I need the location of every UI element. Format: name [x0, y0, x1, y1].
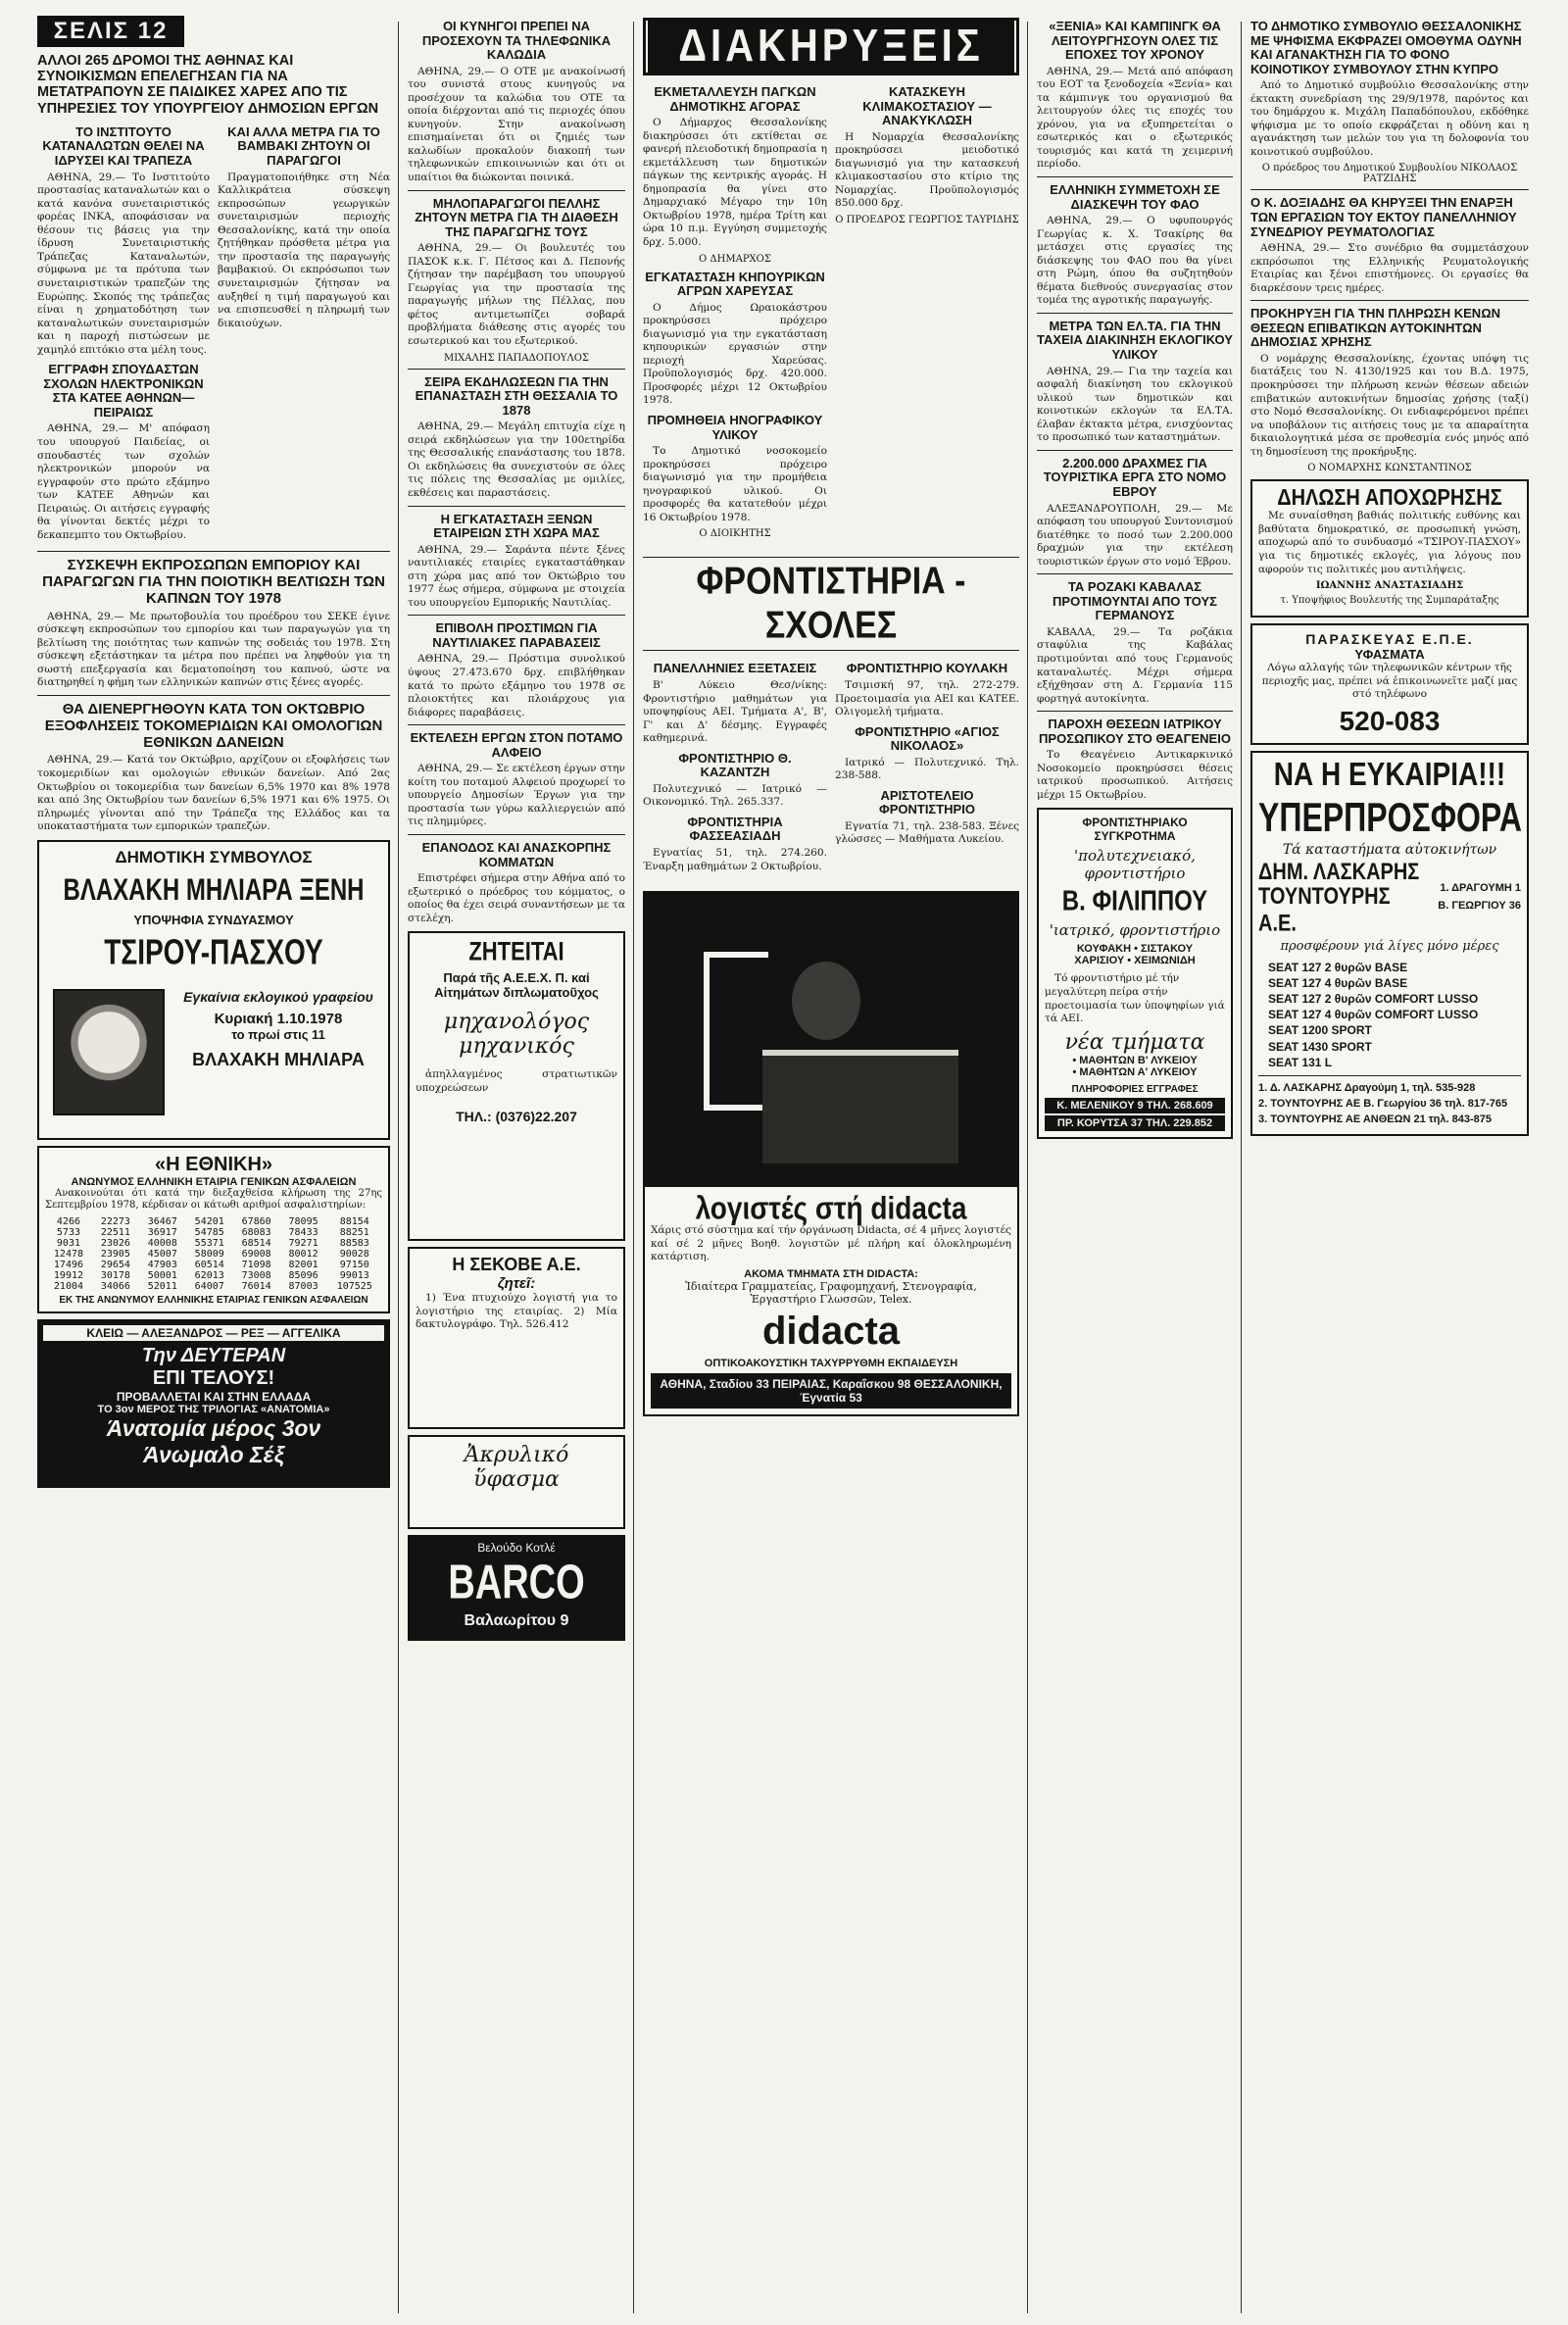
brand-name: BARCO — [448, 1556, 585, 1610]
list-item: 3. ΤΟΥΝΤΟΥΡΗΣ ΑΕ ΑΝΘΕΩΝ 21 τηλ. 843-875 — [1258, 1113, 1492, 1125]
signature: Ο ΔΗΜΑΡΧΟΣ — [699, 253, 771, 265]
divider — [1258, 1075, 1521, 1076]
table-cell: 97150 — [339, 1260, 369, 1271]
article-body: ΑΘΗΝΑ, 29.— Μετά από απόφαση του ΕΟΤ τα ξενοδοχεία «Ξενία» και τα κάμπινγκ του οργανισμού θα λειτουργούν όλες τις εποχές του χρόνου, για να εξυπηρετείται ο εσωτερικός και ο εξωτερικός τουρισμός και κατά τη χειμερινή περίοδο. — [1037, 65, 1233, 171]
ad-line: • ΜΑΘΗΤΩΝ Α' ΛΥΚΕΙΟΥ — [1072, 1065, 1198, 1078]
ad-line: Ἰδιαίτερα Γραμματείας, Γραφομηχανή, Στενογραφία, Ἐργαστήριο Γλωσσῶν, Telex. — [685, 1279, 977, 1306]
announcements-banner — [643, 18, 1019, 75]
didacta-photo — [645, 893, 1017, 1187]
school-name: ΑΡΙΣΤΟΤΕΛΕΙΟ ΦΡΟΝΤΙΣΤΗΡΙΟ — [879, 787, 975, 817]
article-headline: ΤΟ ΔΗΜΟΤΙΚΟ ΣΥΜΒΟΥΛΙΟ ΘΕΣΣΑΛΟΝΙΚΗΣ ΜΕ ΨΗΦΙΣΜΑ ΕΚΦΡΑΖΕΙ ΟΜΟΘΥΜΑ ΟΔΥΝΗ ΚΑΙ ΑΓΑΝΑΚΤΗΣΗ ΓΙΑ ΤΟ ΦΟΝΟ ΚΟΙΝΟΤΙΚΟΥ ΣΥΜΒΟΥΛΟΥ ΣΤΗΝ ΚΥΠΡΟ — [1250, 19, 1522, 76]
article-body: ΑΘΗΝΑ, 29.— Σαράντα πέντε ξένες ναυτιλιακές εταιρίες εγκαταστάθηκαν στη χώρα μας από τον Οκτώβριο του 1977 έως σήμερα, σύμφωνα με στοιχεία του υπουργείου Εμπορικής Ναυτιλίας. — [408, 543, 625, 609]
film-title: Άνατομία μέρος 3ον — [106, 1415, 321, 1442]
notice-title: ΔΗΛΩΣΗ ΑΠΟΧΩΡΗΣΗΣ — [1277, 485, 1502, 511]
article-body: ΚΑΒΑΛΑ, 29.— Τα ροζάκια σταφύλια της Καβάλας προτιμούνται από τους Γερμανούς καταναλωτές. Μέχρι σήμερα εξήχθησαν στη Δ. Γερμανία 115 φορτηγά αυτοκίνητα. — [1037, 625, 1233, 705]
school-brand: Β. ΦΙΛΙΠΠΟΥ — [1061, 885, 1208, 918]
didacta-ad — [643, 891, 1019, 1416]
ad-line: 'ιατρικό, φροντιστήριο — [1049, 921, 1221, 940]
ad-line: ΠΛΗΡΟΦΟΡΙΕΣ ΕΓΓΡΑΦΕΣ — [1071, 1083, 1199, 1095]
table-row — [45, 1238, 382, 1249]
article-headline: ΤΟ ΙΝΣΤΙΤΟΥΤΟ ΚΑΤΑΝΑΛΩΤΩΝ ΘΕΛΕΙ ΝΑ ΙΔΡΥΣΕΙ ΚΑΙ ΤΡΑΠΕΖΑ — [42, 124, 205, 169]
article-body: ΑΘΗΝΑ, 29.— Μεγάλη επιτυχία είχε η σειρά εκδηλώσεων για την 100ετηρίδα της Θεσσαλικής επανάστασης του 1878. Οι εκδηλώσεις θα συνεχιστούν σε όλες τις πόλεις της Θεσσαλίας με ομιλίες, εκθέσεις και παραστάσεις. — [408, 420, 625, 499]
photo-shape — [704, 952, 768, 1111]
article-body: ΑΘΗΝΑ, 29.— Σε εκτέλεση έργων στην κοίτη του ποταμού Αλφειού προχωρεί το υπουργείο Δημοσίων Έργων για την προστασία των γύρω καλλιεργειών από τις πλημμύρες. — [408, 763, 625, 828]
ad-line: ΚΟΥΦΑΚΗ • ΣΙΣΤΑΚΟΥ — [1076, 943, 1194, 956]
notice-headline: ΕΓΚΑΤΑΣΤΑΣΗ ΚΗΠΟΥΡΙΚΩΝ ΑΓΡΩΝ ΧΑΡΕΥΣΑΣ — [645, 269, 825, 299]
column-4 — [1037, 14, 1233, 2313]
table-cell: 71098 — [241, 1260, 271, 1271]
article-headline: ΚΑΙ ΑΛΛΑ ΜΕΤΡΑ ΓΙΑ ΤΟ ΒΑΜΒΑΚΙ ΖΗΤΟΥΝ ΟΙ ΠΑΡΑΓΩΓΟΙ — [227, 124, 380, 169]
column-rule — [1027, 22, 1028, 2313]
photo-shape — [792, 962, 860, 1040]
table-cell: 54201 — [194, 1216, 224, 1228]
signature-title: τ. Υποψήφιος Βουλευτής της Συμπαράταξης — [1280, 595, 1499, 607]
ad-line: Τά καταστήματα αὐτοκινήτων — [1282, 841, 1497, 858]
shop-list — [1258, 1081, 1521, 1128]
table-cell: 88583 — [339, 1238, 369, 1250]
ad-details — [176, 989, 380, 1070]
article-headline: ΕΚΤΕΛΕΣΗ ΕΡΓΩΝ ΣΤΟΝ ΠΟΤΑΜΟ ΑΛΦΕΙΟ — [410, 730, 623, 760]
ad-line: 'πολυτεχνειακό, φροντιστήριο — [1074, 847, 1196, 883]
dealer-names — [1258, 859, 1420, 937]
divider — [643, 557, 1019, 558]
ad-date: Κυριακή 1.10.1978 — [214, 1010, 343, 1027]
article-body: Από το Δημοτικό συμβούλιο Θεσσαλονίκης στην έκτακτη συνεδρίαση της 29/9/1978, παρόντος και του δημάρχου κ. Μιχάλη Παπαδόπουλου, εκδόθηκε ψήφισμα με το οποίο εκφράζεται η οδύνη και η αγανάκτηση των μελών του για τη δολοφονία του κοινοτικού συμβούλου. — [1250, 79, 1529, 158]
table-cell: 34066 — [100, 1281, 130, 1293]
insurance-ad — [37, 1146, 390, 1314]
dealer-name: ΔΗΜ. ΛΑΣΚΑΡΗΣ — [1258, 859, 1420, 885]
divider — [408, 369, 625, 370]
school-body: Ιατρικό — Πολυτεχνικό. Τηλ. 238-588. — [835, 756, 1019, 782]
ad-address: Κ. ΜΕΛΕΝΙΚΟΥ 9 ΤΗΛ. 268.609 — [1045, 1098, 1225, 1113]
job-title: μηχανολόγος μηχανικός — [443, 1010, 590, 1060]
article-body: ΑΘΗΝΑ, 29.— Στο συνέδριο θα συμμετάσχουν εκπρόσωποι της Ελληνικής Ρευματολογικής Εταιρίας και ξένοι επιστήμονες. Οι εργασίες θα διαρκέσουν τρεις ημέρες. — [1250, 242, 1529, 294]
notices-col-right — [835, 79, 1019, 543]
article-headline: ΕΛΛΗΝΙΚΗ ΣΥΜΜΕΤΟΧΗ ΣΕ ΔΙΑΣΚΕΨΗ ΤΟΥ ΦΑΟ — [1050, 182, 1220, 212]
article-headline: ΣΕΙΡΑ ΕΚΔΗΛΩΣΕΩΝ ΓΙΑ ΤΗΝ ΕΠΑΝΑΣΤΑΣΗ ΣΤΗ ΘΕΣΣΑΛΙΑ ΤΟ 1878 — [415, 373, 618, 418]
divider — [1250, 300, 1529, 301]
signature: ΜΙΧΑΛΗΣ ΠΑΠΑΔΟΠΟΥΛΟΣ — [443, 352, 590, 364]
table-cell: 68083 — [241, 1227, 271, 1239]
divider — [1037, 573, 1233, 574]
divider — [1037, 711, 1233, 712]
notice-body: Το Δημοτικό νοσοκομείο προκηρύσσει πρόχειρο διαγωνισμό για την προμήθεια ηνογραφικού υλικού. Οι προσφορές θα κατατεθούν μέχρι 16 Οκτωβρίου 1978. — [643, 445, 827, 523]
notices-columns — [643, 79, 1019, 543]
article-body: ΑΘΗΝΑ, 29.— Ο ΟΤΕ με ανακοίνωσή του συνιστά στους κυνηγούς να προσέχουν τα καλώδια του ΟΤΕ τα οποία διέρχονται από τις περιοχές όπου κυνηγούν. Στην ανακοίνωση επισημαίνεται ότι οι ζημιές των καλωδίων προκαλούν διακοπή των τηλεφωνικών επικοινωνιών και ότι οι υπαίτιοι θα διώκονται ποινικά. — [408, 65, 625, 184]
ad-line: ὕφασμα — [473, 1467, 560, 1493]
ad-headline: λογιστές στή didacta — [695, 1190, 967, 1226]
ad-body: Λόγω αλλαγής τῶν τηλεφωνικῶν κέντρων τῆς περιοχῆς μας, πρέπει νά ἐπικοινωνεῖτε μαζί μας στό τηλέφωνο — [1261, 662, 1518, 701]
table-cell: 47903 — [147, 1260, 177, 1271]
table-cell: 67860 — [241, 1216, 271, 1228]
notice-headline: ΚΑΤΑΣΚΕΥΗ ΚΛΙΜΑΚΟΣΤΑΣΙΟΥ — ΑΝΑΚΥΚΛΩΣΗ — [862, 84, 992, 128]
barco-ad — [408, 1535, 625, 1641]
paraskevas-ad — [1250, 623, 1529, 745]
ad-line: Βελούδο Κοτλέ — [477, 1541, 556, 1556]
signature: Ο ΠΡΟΕΔΡΟΣ ΓΕΩΡΓΙΟΣ ΤΑΥΡΙΔΗΣ — [835, 214, 1019, 225]
table-row — [45, 1227, 382, 1238]
table-cell: 58009 — [194, 1249, 224, 1261]
article-body: ΑΘΗΝΑ, 29.— Ο υφυπουργός Γεωργίας κ. Χ. Τσακίρης θα μετάσχει στις εργασίες της διάσκεψης του ΦΑΟ που θα γίνει στη Ρώμη, όπου θα συζητηθούν θέματα διεθνούς συνεργασίας στον τομέα της αγροτικής παραγωγής. — [1037, 215, 1233, 307]
table-cell: 78433 — [288, 1227, 318, 1239]
table-cell: 12478 — [53, 1249, 84, 1261]
ad-line: Παρά τῆς Α.Ε.Ε.Χ. Π. καί Αἰτημάτων διπλωματοῦχος — [434, 970, 599, 1001]
lead-col-right — [218, 120, 390, 546]
signature: Ο πρόεδρος του Δημοτικού Συμβουλίου ΝΙΚΟΛΑΟΣ ΡΑΤΖΙΔΗΣ — [1261, 163, 1518, 185]
ad-title: «Η ΕΘΝΙΚΗ» — [154, 1153, 273, 1175]
sekove-ad — [408, 1247, 625, 1429]
table-cell: 79271 — [288, 1238, 318, 1250]
filippou-ad — [1037, 808, 1233, 1138]
article-headline: Ο Κ. ΔΟΞΙΑΔΗΣ ΘΑ ΚΗΡΥΞΕΙ ΤΗΝ ΕΝΑΡΞΗ ΤΩΝ ΕΡΓΑΣΙΩΝ ΤΟΥ ΕΚΤΟΥ ΠΑΝΕΛΛΗΝΙΟΥ ΣΥΝΕΔΡΙΟΥ ΡΕΥΜΑΤΟΛΟΓΙΑΣ — [1250, 195, 1517, 239]
column-rule — [1241, 22, 1242, 2313]
ad-title: ΠΑΡΑΣΚΕΥΑΣ Ε.Π.Ε. — [1305, 631, 1474, 648]
ad-body: 1) Ένα πτυχιούχο λογιστή για το λογιστήριο της εταιρίας. 2) Μία δακτυλογράφο. Τηλ. 526.412 — [416, 1292, 617, 1331]
schools-col-left — [643, 656, 827, 877]
article-headline: ΠΑΡΟΧΗ ΘΕΣΕΩΝ ΙΑΤΡΙΚΟΥ ΠΡΟΣΩΠΙΚΟΥ ΣΤΟ ΘΕΑΓΕΝΕΙΟ — [1039, 717, 1231, 746]
divider — [1250, 189, 1529, 190]
car-dealer-ad — [1250, 751, 1529, 1136]
article-body: ΑΘΗΝΑ, 29.— Το Ινστιτούτο προστασίας καταναλωτών και ο κατά κανόνα συνεταιριστικός φορέας ΙΝΚΑ, αποφάσισαν να θέσουν τις βάσεις για την ίδρυση Συνεταιριστικής Τράπεζας Καταναλωτών, σύμφωνα με τα πρότυπα των συνεταιριστικών τραπεζών της Ευρώπης. Σκοπός της τράπεζας είναι η χρηματοδότηση των καταναλωτικών συνεταιρισμών και η παροχή πιστώσεων με χαμηλό επιτόκιο στα μέλη τους. — [37, 171, 210, 356]
column-3 — [643, 14, 1019, 2313]
article-headline: «ΞΕΝΙΑ» ΚΑΙ ΚΑΜΠΙΝΓΚ ΘΑ ΛΕΙΤΟΥΡΓΗΣΟΥΝ ΟΛΕΣ ΤΙΣ ΕΠΟΧΕΣ ΤΟΥ ΧΡΟΝΟΥ — [1049, 19, 1221, 63]
ad-subtitle: ΑΝΩΝΥΜΟΣ ΕΛΛΗΝΙΚΗ ΕΤΑΙΡΙΑ ΓΕΝΙΚΩΝ ΑΣΦΑΛΕΙΩΝ — [71, 1175, 357, 1188]
article-body: Πραγματοποιήθηκε στη Νέα Καλλικράτεια σύσκεψη εκπροσώπων γεωργικών συνεταιρισμών περιοχής Θεσσαλονίκης, κατά την οποία ζητήθηκαν πρόσθετα μέτρα για την προστασία της παραγωγής βαμβακιού. Οι εκπρόσωποι των συνεταιρισμών ζήτησαν να αυξηθεί η τιμή παραγωγού και να επισπευσθεί η πληρωμή των δικαιούχων. — [218, 171, 390, 329]
ad-line: ΦΡΟΝΤΙΣΤΗΡΙΑΚΟ ΣΥΓΚΡΟΤΗΜΑ — [1082, 816, 1188, 844]
article-body: Το Θεαγένειο Αντικαρκινικό Νοσοκομείο προκηρύσσει θέσεις ιατρικού προσωπικού. Αιτήσεις μέχρι 15 Οκτωβρίου. — [1037, 749, 1233, 801]
table-cell: 80012 — [288, 1249, 318, 1261]
dealer-address: Β. ΓΕΩΡΓΙΟΥ 36 — [1438, 900, 1521, 913]
fabric-ad — [408, 1435, 625, 1529]
ad-body: Ανακοινούται ότι κατά την διεξαχθείσα κλήρωση της 27ης Σεπτεμβρίου 1978, κέρδισαν οι κάτωθι αριθμοί ασφαλιστηρίων: — [45, 1187, 382, 1212]
table-cell: 22511 — [100, 1227, 130, 1239]
table-cell: 60514 — [194, 1260, 224, 1271]
table-cell: 88251 — [339, 1227, 369, 1239]
dealer-address: 1. ΔΡΑΓΟΥΜΗ 1 — [1440, 882, 1521, 895]
column-rule — [633, 22, 634, 2313]
withdrawal-notice — [1250, 479, 1529, 618]
notice-body: Ο Δήμαρχος Θεσσαλονίκης διακηρύσσει ότι εκτίθεται σε φανερή πλειοδοτική δημοπρασία η εκμετάλλευση των δημοτικών πάγκων της κεντρικής αγοράς. Η δημοπρασία θα γίνει στο Δημαρχιακό Μέγαρο την 10η Οκτωβρίου 1978, ημέρα Τρίτη και ώρα 10 π.μ. Εγγύηση συμμετοχής δρχ. 5.000. — [643, 117, 827, 249]
ad-address: Βαλαωρίτου 9 — [464, 1612, 569, 1630]
divider — [408, 190, 625, 191]
table-cell: 62013 — [194, 1270, 224, 1282]
table-row — [45, 1270, 382, 1281]
ad-line: προσφέρουν γιά λίγες μόνο μέρες — [1280, 938, 1499, 954]
table-cell: 29654 — [100, 1260, 130, 1271]
article-headline: Η ΕΓΚΑΤΑΣΤΑΣΗ ΞΕΝΩΝ ΕΤΑΙΡΕΙΩΝ ΣΤΗ ΧΩΡΑ ΜΑΣ — [433, 511, 600, 541]
ad-phone: ΤΗΛ.: (0376)22.207 — [456, 1109, 577, 1125]
ad-line: ΔΗΜΟΤΙΚΗ ΣΥΜΒΟΥΛΟΣ — [115, 847, 313, 866]
table-cell: 36917 — [147, 1227, 177, 1239]
brand-name: didacta — [761, 1309, 901, 1353]
signature: Ο ΔΙΟΙΚΗΤΗΣ — [699, 528, 771, 540]
table-cell: 55371 — [194, 1238, 224, 1250]
schools-columns — [643, 656, 1019, 877]
article-body: ΑΘΗΝΑ, 29.— Με πρωτοβουλία του προέδρου του ΣΕΚΕ έγινε σύσκεψη εκπροσώπων του εμπορίου και των παραγωγών για τη βελτίωση της ποιότητας των καπνών της σοδειάς του 1978. Στη σύσκεψη εξετάστηκαν τα μέτρα που πρέπει να ληφθούν για τη σωστή επεξεργασία και δεματοποίηση του καπνού, ώστε να διατηρηθεί η φήμη των ελληνικών καπνών στις ξένες αγορές. — [37, 610, 390, 689]
ad-time: το πρωί στις 11 — [231, 1026, 325, 1042]
table-cell: 19912 — [53, 1270, 84, 1282]
table-cell: 78095 — [288, 1216, 318, 1228]
list-item: SEAT 1200 SPORT — [1268, 1023, 1372, 1038]
table-cell: 23026 — [100, 1238, 130, 1250]
table-cell: 5733 — [56, 1227, 80, 1239]
ad-footer: ΕΚ ΤΗΣ ΑΝΩΝΥΜΟΥ ΕΛΛΗΝΙΚΗΣ ΕΤΑΙΡΙΑΣ ΓΕΝΙΚΩΝ ΑΣΦΑΛΕΙΩΝ — [59, 1295, 368, 1307]
article-body: ΑΘΗΝΑ, 29.— Μ' απόφαση του υπουργού Παιδείας, οι σπουδαστές των σχολών ηλεκτρονικών μπορούν να εγγραφούν στο πρώτο εξάμηνο των ΚΑΤΕΕ Αθηνών και Πειραιώς. Οι αιτήσεις εγγραφής θα γίνονται δεκτές μέχρι το δεκαπεμπτο του Οκτωβρίου. — [37, 422, 210, 541]
article-body: Επιστρέφει σήμερα στην Αθήνα από το εξωτερικό ο πρόεδρος του κόμματος, ο οποίος θα έχει σειρά συναντήσεων με τα στελέχη. — [408, 872, 625, 924]
ad-body: Τό φροντιστήριο μέ τήν μεγαλύτερη πείρα στήν προετοιμασία των ὑποψηφίων γιά τά ΑΕΙ. — [1045, 972, 1225, 1025]
schools-banner: ΦΡΟΝΤΙΣΤΗΡΙΑ - ΣΧΟΛΕΣ — [696, 560, 966, 648]
table-row — [45, 1249, 382, 1260]
table-cell: 90028 — [339, 1249, 369, 1261]
table-cell: 85096 — [288, 1270, 318, 1282]
list-item: SEAT 127 4 θυρῶν COMFORT LUSSO — [1268, 1008, 1479, 1022]
ad-line: ΤΟ 3ον ΜΕΡΟΣ ΤΗΣ ΤΡΙΛΟΓΙΑΣ «ΑΝΑΤΟΜΙΑ» — [97, 1404, 330, 1416]
table-cell: 68514 — [241, 1238, 271, 1250]
column-2 — [408, 14, 625, 2313]
candidate-name: ΒΛΑΧΑΚΗ ΜΗΛΙΑΡΑ ΞΕΝΗ — [63, 872, 365, 908]
school-name: ΦΡΟΝΤΙΣΤΗΡΙΑ ΦΑΣΣΕΑΣΙΑΔΗ — [687, 814, 783, 844]
table-row — [45, 1216, 382, 1227]
notice-headline: ΕΚΜΕΤΑΛΛΕΥΣΗ ΠΑΓΚΩΝ ΔΗΜΟΤΙΚΗΣ ΑΓΟΡΑΣ — [654, 84, 816, 114]
list-item: SEAT 127 4 θυρῶν BASE — [1268, 975, 1408, 990]
ad-slogan: ΟΠΤΙΚΟΑΚΟΥΣΤΙΚΗ ΤΑΧΥΡΡΥΘΜΗ ΕΚΠΑΙΔΕΥΣΗ — [704, 1357, 958, 1369]
list-item: SEAT 127 2 θυρῶν BASE — [1268, 960, 1408, 974]
school-body: Τσιμισκή 97, τηλ. 272-279. Προετοιμασία για ΑΕΙ και ΚΑΤΕΕ. Ολιγομελή τμήματα. — [835, 678, 1019, 718]
article-headline: ΘΑ ΔΙΕΝΕΡΓΗΘΟΥΝ ΚΑΤΑ ΤΟΝ ΟΚΤΩΒΡΙΟ ΕΞΟΦΛΗΣΕΙΣ ΤΟΚΟΜΕΡΙΔΙΩΝ ΚΑΙ ΟΜΟΛΟΓΙΩΝ ΕΘΝΙΚΩΝ ΔΑΝΕΙΩΝ — [44, 701, 383, 751]
notice-body: Ο Δήμος Ωραιοκάστρου προκηρύσσει πρόχειρο διαγωνισμό για την εγκατάσταση κηπουρικών εργασιών στην περιοχή Χαρεύσας. Προϋπολογισμός δρχ. 420.000. Προσφορές μέχρι 12 Οκτωβρίου 1978. — [643, 301, 827, 407]
newspaper-page — [37, 14, 1529, 2313]
table-row — [45, 1281, 382, 1292]
table-cell: 88154 — [339, 1216, 369, 1228]
ad-title: ΖΗΤΕΙΤΑΙ — [468, 936, 564, 966]
ad-line: • ΜΑΘΗΤΩΝ Β' ΛΥΚΕΙΟΥ — [1072, 1054, 1198, 1066]
ad-address: ΑΘΗΝΑ, Σταδίου 33 ΠΕΙΡΑΙΑΣ, Καραΐσκου 98 ΘΕΣΣΑΛΟΝΙΚΗ, Έγνατία 53 — [651, 1373, 1011, 1409]
table-cell: 30178 — [100, 1270, 130, 1282]
table-cell: 50001 — [147, 1270, 177, 1282]
ad-line: ΥΠΟΨΗΦΙΑ ΣΥΝΔΥΑΣΜΟΥ — [133, 912, 294, 927]
party-name: ΤΣΙΡΟΥ-ΠΑΣΧΟΥ — [104, 931, 323, 972]
divider — [408, 615, 625, 616]
lead-col-left — [37, 120, 210, 546]
article-headline: ΜΗΛΟΠΑΡΑΓΩΓΟΙ ΠΕΛΛΗΣ ΖΗΤΟΥΝ ΜΕΤΡΑ ΓΙΑ ΤΗ ΔΙΑΘΕΣΗ ΤΗΣ ΠΑΡΑΓΩΓΗΣ ΤΟΥΣ — [415, 195, 618, 239]
notice-body: Η Νομαρχία Θεσσαλονίκης προκηρύσσει μειοδοτικό διαγωνισμό για την κατασκευή κλιμακοστασίου στο κτίριο της Νομαρχίας. Προϋπολογισμός 850.000 δρχ. — [835, 130, 1019, 210]
table-cell: 54785 — [194, 1227, 224, 1239]
notice-headline: ΠΡΟΜΗΘΕΙΑ ΗΝΟΓΡΑΦΙΚΟΥ ΥΛΙΚΟΥ — [647, 413, 823, 442]
table-cell: 21004 — [53, 1281, 84, 1293]
list-item: SEAT 131 L — [1268, 1055, 1333, 1069]
divider — [1037, 176, 1233, 177]
school-name: ΠΑΝΕΛΛΗΝΙΕΣ ΕΞΕΤΑΣΕΙΣ — [653, 661, 817, 676]
table-cell: 73008 — [241, 1270, 271, 1282]
cinema-ad — [37, 1319, 390, 1488]
signature: Ο ΝΟΜΑΡΧΗΣ ΚΩΝΣΤΑΝΤΙΝΟΣ — [1307, 463, 1472, 474]
school-body: Πολυτεχνικό — Ιατρικό — Οικονομικό. Τηλ. 265.337. — [643, 782, 827, 809]
cinema-list: ΚΛΕΙΩ — ΑΛΕΞΑΝΔΡΟΣ — ΡΕΞ — ΑΓΓΕΛΙΚΑ — [43, 1325, 384, 1341]
candidate-photo — [53, 989, 165, 1115]
table-cell: 4266 — [56, 1216, 80, 1228]
ad-line: ΥΦΑΣΜΑΤΑ — [1354, 647, 1425, 663]
ad-body: Χάρις στό σύστημα καί τήν όργάνωση Didacta, σέ 4 μῆνες λογιστές καί σέ 2 μῆνες Βοηθ. λογιστῶν μέ πλήρη καί ὁλοκληρωμένη κατάρτιση. — [651, 1224, 1011, 1263]
divider — [408, 506, 625, 507]
ad-line: Ἀκρυλικό — [464, 1443, 569, 1468]
candidate-ad — [37, 840, 390, 1140]
car-model-list — [1258, 960, 1521, 1070]
article-body: ΑΘΗΝΑ, 29.— Πρόστιμα συνολικού ύψους 27.473.670 δρχ. επιβλήθηκαν κατά το πρώτο εξάμηνο του 1978 σε πλοιοκτήτες και πλοιάρχους για διάφορες παραβάσεις. — [408, 653, 625, 718]
ad-address: ΠΡ. ΚΟΡΥΤΣΑ 37 ΤΗΛ. 229.852 — [1045, 1115, 1225, 1131]
article-body: ΑΛΕΞΑΝΔΡΟΥΠΟΛΗ, 29.— Με απόφαση του υπουργού Συντονισμού διατέθηκε το ποσό των 2.200.000 δραχμών για την εκτέλεση τουριστικών έργων στο νομό Έβρου. — [1037, 502, 1233, 568]
article-headline: ΕΠΙΒΟΛΗ ΠΡΟΣΤΙΜΩΝ ΓΙΑ ΝΑΥΤΙΛΙΑΚΕΣ ΠΑΡΑΒΑΣΕΙΣ — [432, 620, 601, 650]
film-subtitle: Άνωμαλο Σέξ — [143, 1442, 284, 1468]
divider — [408, 724, 625, 725]
divider — [1037, 313, 1233, 314]
job-ad — [408, 931, 625, 1241]
school-body: Β' Λύκειο Θεσ/νίκης: Φροντιστήριο μαθημάτων για υποψηφίους ΑΕΙ. Τμήματα Α', Β', Γ' και Δ' δέσμης. Εγγραφές καθημερινά. — [643, 678, 827, 745]
ad-title: Η ΣΕΚΟΒΕ Α.Ε. — [452, 1255, 581, 1275]
didacta-text — [645, 1187, 1017, 1414]
school-name: ΦΡΟΝΤΙΣΤΗΡΙΟ Θ. ΚΑΖΑΝΤΖΗ — [678, 750, 792, 780]
notice-body: Με συναίσθηση βαθιάς πολιτικής ευθύνης και βαθύτατα δημοκρατικό, σε προσωπική γνώση, αποχωρώ από το συνδυασμό «ΤΣΙΡΟΥ-ΠΑΣΧΟΥ» για τις δημοτικές εκλογές, για λόγους που αφορούν τις πολιτικές μου αντιλήψεις. — [1258, 510, 1521, 575]
notices-col-left — [643, 79, 827, 543]
article-body: ΑΘΗΝΑ, 29.— Κατά τον Οκτώβριο, αρχίζουν οι εξοφλήσεις των τοκομεριδίων και ομολογιών εθνικών δανείων. Από 2ας Οκτωβρίου οι τοκομερίδια των δανείων 6,5% 1970 και 8% 1978 και από 3ης Οκτωβρίου των δανείων 6,5% 1971 και 6% 1975. Οι πληρωμές γίνονται από την Τράπεζα της Ελλάδος και τα υποκαταστήματα των εμπορικών τραπεζών. — [37, 754, 390, 833]
table-cell: 17496 — [53, 1260, 84, 1271]
ad-line: ΕΠΙ ΤΕΛΟΥΣ! — [152, 1367, 275, 1390]
table-cell: 64007 — [194, 1281, 224, 1293]
lottery-numbers-table — [45, 1216, 382, 1292]
ad-phone: 520-083 — [1339, 705, 1441, 736]
signature: ΙΩΑΝΝΗΣ ΑΝΑΣΤΑΣΙΑΔΗΣ — [1315, 580, 1464, 592]
divider — [1037, 450, 1233, 451]
dealer-name: ΤΟΥΝΤΟΥΡΗΣ Α.Ε. — [1258, 883, 1391, 937]
ad-line: ΒΛΑΧΑΚΗ ΜΗΛΙΑΡΑ — [192, 1049, 365, 1069]
article-headline: 2.200.000 ΔΡΑΧΜΕΣ ΓΙΑ ΤΟΥΡΙΣΤΙΚΑ ΕΡΓΑ ΣΤΟ ΝΟΜΟ ΕΒΡΟΥ — [1043, 455, 1227, 499]
ad-headline: ΝΑ Η ΕΥΚΑΙΡΙΑ!!! — [1273, 755, 1506, 792]
school-name: ΦΡΟΝΤΙΣΤΗΡΙΟ ΚΟΥΛΑΚΗ — [846, 661, 1008, 676]
table-cell: 76014 — [241, 1281, 271, 1293]
article-body: ΑΘΗΝΑ, 29.— Οι βουλευτές του ΠΑΣΟΚ κ.κ. Γ. Πέτσος και Δ. Πεπονής ζήτησαν την παρέμβαση του υπουργού Γεωργίας για την προστασία της παραγωγής μήλων της Πέλλας, που φέτος αντιμετωπίζει σοβαρά προβλήματα διάθεσης στις αγορές του εσωτερικού και του εξωτερικού. — [408, 242, 625, 348]
photo-shape — [762, 1050, 958, 1163]
dealer-addresses — [1420, 882, 1521, 912]
table-cell: 52011 — [147, 1281, 177, 1293]
school-name: ΦΡΟΝΤΙΣΤΗΡΙΟ «ΑΓΙΟΣ ΝΙΚΟΛΑΟΣ» — [855, 723, 1000, 754]
lead-columns — [37, 120, 390, 546]
ad-offer: ΥΠΕΡΠΡΟΣΦΟΡΑ — [1258, 794, 1522, 840]
table-cell: 36467 — [147, 1216, 177, 1228]
school-body: Εγνατία 71, τηλ. 238-583. Ξένες γλώσσες — Μαθήματα Λυκείου. — [835, 819, 1019, 846]
ad-line: ΠΡΟΒΑΛΛΕΤΑΙ ΚΑΙ ΣΤΗΝ ΕΛΛΑΔΑ — [116, 1390, 312, 1405]
announcements-title: ΔΙΑΚΗΡΥΞΕΙΣ — [648, 19, 1014, 74]
ad-line: ζητεῖ: — [497, 1275, 536, 1293]
list-item: SEAT 1430 SPORT — [1268, 1039, 1372, 1054]
ad-body: ἀπηλλαγμένος στρατιωτικῶν υποχρεώσεων — [416, 1068, 617, 1094]
ad-line: νέα τμήματα — [1064, 1029, 1205, 1055]
column-rule — [398, 22, 399, 2313]
article-headline: ΟΙ ΚΥΝΗΓΟΙ ΠΡΕΠΕΙ ΝΑ ΠΡΟΣΕΧΟΥΝ ΤΑ ΤΗΛΕΦΩΝΙΚΑ ΚΑΛΩΔΙΑ — [421, 19, 612, 63]
article-headline: ΕΠΑΝΟΔΟΣ ΚΑΙ ΑΝΑΣΚΟΡΠΗΣ ΚΟΜΜΑΤΩΝ — [421, 839, 612, 869]
dealer-block — [1258, 859, 1521, 937]
article-headline: ΠΡΟΚΗΡΥΞΗ ΓΙΑ ΤΗΝ ΠΛΗΡΩΣΗ ΚΕΝΩΝ ΘΕΣΕΩΝ ΕΠΙΒΑΤΙΚΩΝ ΑΥΤΟΚΙΝΗΤΩΝ ΔΗΜΟΣΙΑΣ ΧΡΗΣΗΣ — [1250, 306, 1501, 350]
table-cell: 87003 — [288, 1281, 318, 1293]
list-item: 2. ΤΟΥΝΤΟΥΡΗΣ ΑΕ Β. Γεωργίου 36 τηλ. 817-765 — [1258, 1097, 1508, 1110]
table-cell: 99013 — [339, 1270, 369, 1282]
table-cell: 45007 — [147, 1249, 177, 1261]
table-cell: 107525 — [336, 1281, 372, 1293]
lead-headline: ΑΛΛΟΙ 265 ΔΡΟΜΟΙ ΤΗΣ ΑΘΗΝΑΣ ΚΑΙ ΣΥΝΟΙΚΙΣΜΩΝ ΕΠΕΛΕΓΗΣΑΝ ΓΙΑ ΝΑ ΜΕΤΑΤΡΑΠΟΥΝ ΣΕ ΠΑΙΔΙΚΕΣ ΧΑΡΕΣ ΑΠΟ ΤΙΣ ΥΠΗΡΕΣΙΕΣ ΤΟΥ ΥΠΟΥΡΓΕΙΟΥ ΔΗΜΟΣΙΩΝ ΕΡΓΩΝ — [37, 53, 379, 117]
school-body: Εγνατίας 51, τηλ. 274.260. Έναρξη μαθημάτων 2 Οκτωβρίου. — [643, 846, 827, 872]
divider — [37, 551, 390, 552]
divider — [643, 650, 1019, 651]
table-row — [45, 1260, 382, 1270]
divider — [37, 695, 390, 696]
table-cell: 22273 — [100, 1216, 130, 1228]
list-item: SEAT 127 2 θυρῶν COMFORT LUSSO — [1268, 992, 1479, 1007]
ad-line: Εγκαίνια εκλογικού γραφείου — [183, 988, 373, 1005]
article-headline: ΜΕΤΡΑ ΤΩΝ ΕΛ.ΤΑ. ΓΙΑ ΤΗΝ ΤΑΧΕΙΑ ΔΙΑΚΙΝΗΣΗ ΕΚΛΟΓΙΚΟΥ ΥΛΙΚΟΥ — [1037, 318, 1233, 363]
column-5 — [1250, 14, 1529, 2313]
divider — [408, 834, 625, 835]
ad-line: Την ΔΕΥΤΕΡΑΝ — [141, 1345, 286, 1367]
table-cell: 23905 — [100, 1249, 130, 1261]
article-body: Ο νομάρχης Θεσσαλονίκης, έχοντας υπόψη τις διατάξεις του Ν. 4130/1925 και του Β.Δ. 1975, προκηρύσσει την πλήρωση κενών θέσεων αδειών επιβατικών αυτοκινήτων δημοσίας χρήσης (ταξί) στο Νομό Θεσσαλονίκης. Οι ενδιαφερόμενοι πρέπει να υποβάλουν τις αιτήσεις τους με τα απαραίτητα δικαιολογητικά μέσα σε προθεσμία ενός μηνός από τη δημοσίευση της προκήρυξης. — [1250, 352, 1529, 458]
schools-col-right — [835, 656, 1019, 877]
table-cell: 9031 — [56, 1238, 80, 1250]
article-headline: ΣΥΣΚΕΨΗ ΕΚΠΡΟΣΩΠΩΝ ΕΜΠΟΡΙΟΥ ΚΑΙ ΠΑΡΑΓΩΓΩΝ ΓΙΑ ΤΗΝ ΠΟΙΟΤΙΚΗ ΒΕΛΤΙΩΣΗ ΤΩΝ ΚΑΠΝΩΝ ΤΟΥ 1978 — [42, 557, 385, 607]
article-body: ΑΘΗΝΑ, 29.— Για την ταχεία και ασφαλή διακίνηση του εκλογικού υλικού των δημοτικών και κοινοτικών εκλογών τα ΕΛ.ΤΑ. έλαβαν έκτακτα μέτρα, ενισχύοντας το προσωπικό των καταστημάτων. — [1037, 365, 1233, 444]
ad-line: ΑΚΟΜΑ ΤΜΗΜΑΤΑ ΣΤΗ DIDACTA: — [744, 1267, 918, 1280]
ad-line: ΧΑΡΙΣΙΟΥ • ΧΕΙΜΩΝΙΔΗ — [1074, 955, 1196, 967]
table-cell: 40008 — [147, 1238, 177, 1250]
section-title: ΣΕΛΙΣ 12 — [37, 16, 184, 47]
article-headline: ΕΓΓΡΑΦΗ ΣΠΟΥΔΑΣΤΩΝ ΣΧΟΛΩΝ ΗΛΕΚΤΡΟΝΙΚΩΝ ΣΤΑ ΚΑΤΕΕ ΑΘΗΝΩΝ—ΠΕΙΡΑΙΩΣ — [43, 362, 204, 420]
article-headline: ΤΑ ΡΟΖΑΚΙ ΚΑΒΑΛΑΣ ΠΡΟΤΙΜΟΥΝΤΑΙ ΑΠΟ ΤΟΥΣ ΓΕΡΜΑΝΟΥΣ — [1053, 579, 1217, 623]
list-item: 1. Δ. ΛΑΣΚΑΡΗΣ Δραγούμη 1, τηλ. 535-928 — [1258, 1082, 1476, 1094]
table-cell: 69008 — [241, 1249, 271, 1261]
table-cell: 82001 — [288, 1260, 318, 1271]
column-1 — [37, 14, 390, 2313]
